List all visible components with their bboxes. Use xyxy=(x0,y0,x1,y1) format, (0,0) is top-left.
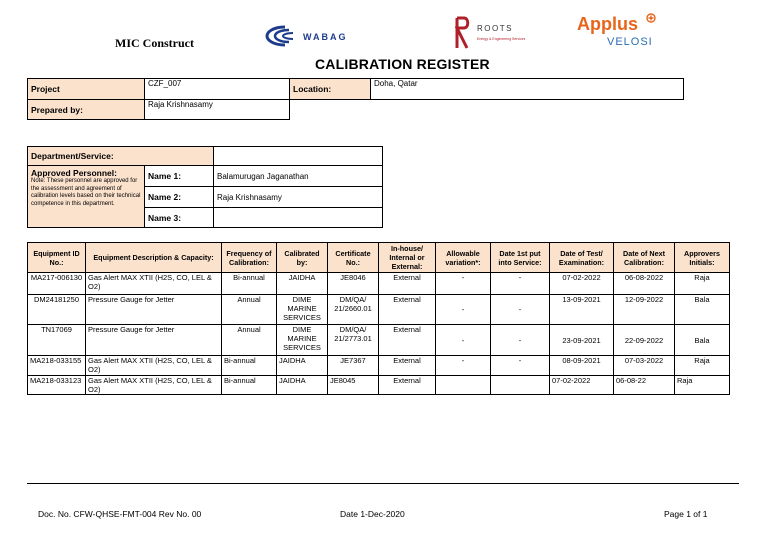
page-title: CALIBRATION REGISTER xyxy=(315,56,490,72)
footer-doc-number: Doc. No. CFW-QHSE-FMT-004 Rev No. 00 xyxy=(38,509,202,519)
department-label: Department/Service: xyxy=(28,147,214,166)
cell-type: External xyxy=(379,295,436,325)
col-header-calibrated-by: Calibrated by: xyxy=(277,243,328,273)
cell-equipment-id: MA217-006130 xyxy=(28,273,86,295)
cell-allowable xyxy=(436,376,491,395)
location-value: Doha, Qatar xyxy=(371,79,684,100)
name-3-value xyxy=(214,208,383,228)
cell-certificate: DM/QA/ 21/2773.01 xyxy=(328,325,379,356)
table-row xyxy=(28,273,730,295)
cell-allowable: - xyxy=(436,356,491,376)
cell-certificate: JE8045 xyxy=(328,376,379,395)
approved-personnel-note: Note: These personnel are approved for the assessment and agreement of calibration levels based on their technical competence in this department. xyxy=(31,178,141,207)
cell-description: Pressure Gauge for Jetter xyxy=(86,295,222,325)
cell-equipment-id: DM24181250 xyxy=(28,295,86,325)
roots-logo xyxy=(455,16,525,50)
cell-first-service: - xyxy=(491,325,550,356)
cell-allowable: - xyxy=(436,295,491,325)
company-name: MIC Construct xyxy=(115,36,194,50)
col-header-allowable-variation: Allowable variation*: xyxy=(436,243,491,273)
col-header-certificate: Certificate No.: xyxy=(328,243,379,273)
table-row xyxy=(28,295,730,325)
footer-date: Date 1-Dec-2020 xyxy=(340,509,405,519)
col-header-date-next: Date of Next Calibration: xyxy=(614,243,675,273)
calibration-register-table xyxy=(27,242,730,395)
cell-test-date: 08-09-2021 xyxy=(550,356,614,376)
table-row xyxy=(28,356,730,376)
cell-allowable: - xyxy=(436,273,491,295)
col-header-date-test: Date of Test/ Examination: xyxy=(550,243,614,273)
cell-equipment-id: MA218-033123 xyxy=(28,376,86,395)
cell-frequency: Annual xyxy=(222,295,277,325)
cell-calibrated-by: DIME MARINE SERVICES xyxy=(277,325,328,356)
wabag-logo-text: WABAG xyxy=(303,32,348,42)
name-2-value: Raja Krishnasamy xyxy=(214,187,383,208)
cell-certificate: JE7367 xyxy=(328,356,379,376)
department-table xyxy=(27,146,383,228)
cell-frequency: Bi-annual xyxy=(222,356,277,376)
cell-type: External xyxy=(379,273,436,295)
velosi-logo-text: VELOSI xyxy=(607,36,653,48)
cell-first-service: - xyxy=(491,273,550,295)
cell-description: Gas Alert MAX XTII (H2S, CO, LEL & O2) xyxy=(86,376,222,395)
cell-first-service: - xyxy=(491,295,550,325)
col-header-description: Equipment Description & Capacity: xyxy=(86,243,222,273)
applus-logo-text: Applus xyxy=(577,14,638,34)
wabag-logo xyxy=(263,24,363,48)
approved-personnel-cell xyxy=(28,166,145,228)
cell-test-date: 13-09-2021 xyxy=(550,295,614,325)
table-row xyxy=(28,376,730,395)
col-header-approver-initials: Approvers Initials: xyxy=(675,243,730,273)
table-row xyxy=(28,325,730,356)
name-1-label: Name 1: xyxy=(145,166,214,187)
name-1-value: Balamurugan Jaganathan xyxy=(214,166,383,187)
cell-test-date: 07-02-2022 xyxy=(550,273,614,295)
col-header-frequency: Frequency of Calibration: xyxy=(222,243,277,273)
roots-logo-subtext: Energy & Engineering Services xyxy=(477,37,525,41)
cell-equipment-id: MA218-033155 xyxy=(28,356,86,376)
cell-initials: Raja xyxy=(675,376,730,395)
footer-page-number: Page 1 of 1 xyxy=(664,509,708,519)
project-value: CZF_007 xyxy=(145,79,290,100)
project-label: Project xyxy=(28,79,145,100)
cell-certificate: DM/QA/ 21/2660.01 xyxy=(328,295,379,325)
footer-divider xyxy=(27,483,739,484)
cell-type: External xyxy=(379,356,436,376)
roots-logo-text: ROOTS xyxy=(477,24,513,33)
location-label: Location: xyxy=(290,79,371,100)
cell-certificate: JE8046 xyxy=(328,273,379,295)
name-2-label: Name 2: xyxy=(145,187,214,208)
cell-description: Gas Alert MAX XTII (H2S, CO, LEL & O2) xyxy=(86,273,222,295)
project-info-table xyxy=(27,78,684,120)
col-header-equipment-id: Equipment ID No.: xyxy=(28,243,86,273)
cell-description: Gas Alert MAX XTII (H2S, CO, LEL & O2) xyxy=(86,356,222,376)
prepared-by-value: Raja Krishnasamy xyxy=(145,100,290,120)
cell-description: Pressure Gauge for Jetter xyxy=(86,325,222,356)
cell-initials: Raja xyxy=(675,356,730,376)
prepared-by-label: Prepared by: xyxy=(28,100,145,120)
cell-next-date: 06-08-2022 xyxy=(614,273,675,295)
cell-initials: Bala xyxy=(675,325,730,356)
cell-frequency: Bi-annual xyxy=(222,273,277,295)
cell-next-date: 06-08-22 xyxy=(614,376,675,395)
cell-test-date: 23-09-2021 xyxy=(550,325,614,356)
cell-calibrated-by: JAIDHA xyxy=(277,273,328,295)
cell-next-date: 12-09-2022 xyxy=(614,295,675,325)
applus-velosi-logo xyxy=(577,13,669,49)
cell-first-service xyxy=(491,376,550,395)
col-header-date-first-service: Date 1st put into Service: xyxy=(491,243,550,273)
register-header-row xyxy=(28,243,730,273)
department-value xyxy=(214,147,383,166)
cell-allowable: - xyxy=(436,325,491,356)
cell-type: External xyxy=(379,376,436,395)
cell-frequency: Bi-annual xyxy=(222,376,277,395)
approved-personnel-label: Approved Personnel: xyxy=(31,168,117,178)
cell-calibrated-by: JAIDHA xyxy=(277,376,328,395)
cell-type: External xyxy=(379,325,436,356)
cell-initials: Bala xyxy=(675,295,730,325)
cell-initials: Raja xyxy=(675,273,730,295)
cell-equipment-id: TN17069 xyxy=(28,325,86,356)
cell-frequency: Annual xyxy=(222,325,277,356)
cell-calibrated-by: DIME MARINE SERVICES xyxy=(277,295,328,325)
cell-calibrated-by: JAIDHA xyxy=(277,356,328,376)
cell-test-date: 07-02-2022 xyxy=(550,376,614,395)
cell-first-service: - xyxy=(491,356,550,376)
name-3-label: Name 3: xyxy=(145,208,214,228)
cell-next-date: 22-09-2022 xyxy=(614,325,675,356)
col-header-inhouse-external: In-house/ Internal or External: xyxy=(379,243,436,273)
cell-next-date: 07-03-2022 xyxy=(614,356,675,376)
